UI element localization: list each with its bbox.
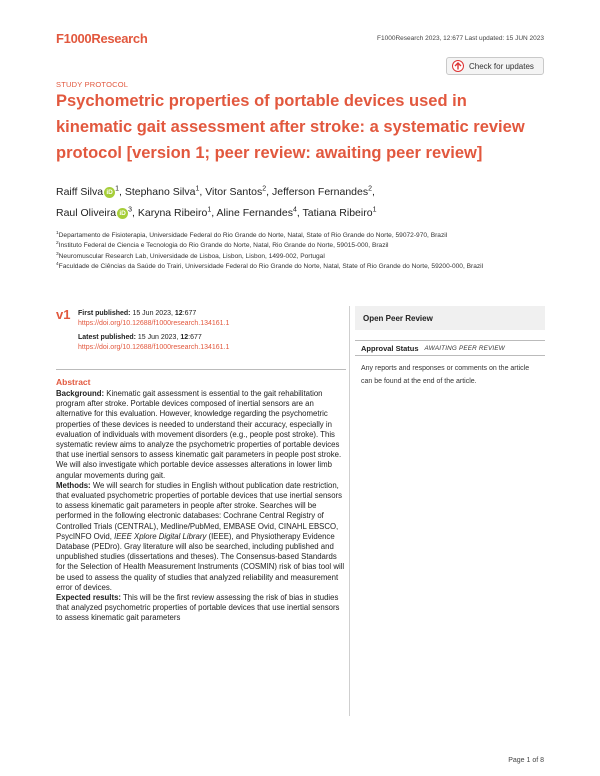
author-affiliation-number: 1	[115, 185, 119, 193]
open-peer-review-heading: Open Peer Review	[355, 306, 545, 330]
author-name[interactable]: Karyna Ribeiro	[137, 207, 208, 219]
affiliation-list	[56, 231, 556, 272]
author-entry	[56, 207, 138, 219]
author-name[interactable]: Raiff Silva	[56, 186, 104, 198]
first-published-ref: 12	[174, 310, 183, 317]
affiliation-text: Departamento de Fisioterapia, Universidade Federal do Rio Grande do Norte, Natal, State of Rio Grande do Norte, 59072-970, Brazil	[58, 232, 448, 239]
first-published-page: :677	[182, 310, 197, 317]
page-number: Page 1 of 8	[508, 757, 544, 764]
abstract-methods	[56, 481, 346, 593]
latest-published-page: :677	[188, 334, 202, 341]
author-affiliation-number: 4	[292, 206, 297, 214]
approval-status-value: AWAITING PEER REVIEW	[424, 344, 505, 352]
version-label: v1	[56, 307, 71, 322]
author-affiliation-number: 2	[368, 185, 373, 193]
author-separator: ,	[118, 186, 125, 198]
open-peer-review-panel	[355, 306, 545, 388]
results-label: Expected results:	[56, 593, 121, 603]
author-affiliation-number: 2	[262, 185, 267, 193]
author-name[interactable]: Raul Oliveira	[56, 207, 117, 219]
author-name[interactable]: Jefferson Fernandes	[271, 186, 369, 198]
methods-label: Methods:	[56, 480, 91, 490]
author-entry	[125, 186, 205, 198]
results-text: This will be the first review assessing the risk of bias in studies that analyzed psychometric properties of portable devices that use inertial sensors to assess kinematic gait parameters	[56, 593, 340, 623]
author-name[interactable]: Aline Fernandes	[216, 207, 293, 219]
author-separator: ,	[211, 207, 217, 219]
author-entry	[272, 186, 375, 198]
header-citation: F1000Research 2023, 12:677 Last updated: 15 JUN 2023	[377, 35, 544, 42]
affiliation-number: 1	[56, 230, 59, 236]
methods-text-a: We will search for studies in English without publication date restriction, that evaluated psychometric properties of portable devices that use inertial sensors to assess kinematic gait parameters in people after stroke. Searches will be performed in the following electronic databases: Cochrane Central Registry of Controlled Trials (CENTRAL), Medline/PubMed, EMBASE Ovid, CINAHL EBSCO, PsycINFO Ovid,	[56, 480, 343, 541]
affiliation-item	[56, 262, 556, 272]
latest-published-block	[78, 333, 229, 353]
latest-published-ref: 12	[180, 334, 189, 341]
affiliation-text: Faculdade de Ciências da Saúde do Trairi, Universidade Federal do Rio Grande do Norte, Natal, State of Rio Grande do Norte, 59200-000, Brazil	[58, 262, 484, 270]
column-divider	[349, 306, 350, 716]
abstract-body	[56, 389, 346, 624]
article-type: STUDY PROTOCOL	[56, 80, 129, 89]
latest-published-label: Latest published:	[78, 334, 136, 341]
author-entry	[56, 186, 125, 198]
affiliation-item	[56, 241, 556, 251]
approval-status-label: Approval Status	[361, 343, 419, 353]
affiliation-number: 4	[56, 261, 59, 267]
latest-published-date: 15 Jun 2023,	[137, 334, 181, 341]
check-updates-icon	[452, 60, 464, 72]
author-affiliation-number: 1	[207, 206, 212, 214]
author-list	[56, 182, 546, 224]
author-affiliation-number: 1	[372, 206, 377, 214]
first-published-block	[78, 309, 229, 329]
orcid-icon[interactable]: iD	[117, 208, 128, 219]
check-for-updates-button[interactable]	[446, 57, 544, 75]
affiliation-item	[56, 252, 556, 262]
background-label: Background:	[56, 389, 105, 398]
author-separator: ,	[296, 207, 303, 219]
author-entry	[205, 186, 272, 198]
affiliation-text: Neuromuscular Research Lab, Universidade de Lisboa, Lisbon, Lisbon, 1499-002, Portugal	[58, 252, 325, 260]
author-entry	[216, 207, 302, 219]
affiliation-item	[56, 231, 556, 241]
affiliation-number: 3	[56, 251, 59, 257]
author-separator: ,	[132, 207, 138, 219]
author-separator: ,	[372, 186, 375, 198]
first-published-label: First published:	[78, 310, 131, 317]
author-affiliation-number: 1	[195, 185, 200, 193]
author-name[interactable]: Tatiana Ribeiro	[302, 207, 373, 219]
author-name[interactable]: Vitor Santos	[205, 186, 263, 198]
author-affiliation-number: 3	[128, 206, 133, 214]
abstract-background	[56, 389, 346, 481]
affiliation-text: Instituto Federal de Ciencia e Tecnologia do Rio Grande do Norte, Natal, Rio Grande do Norte, 59015-000, Brazil	[58, 242, 389, 250]
latest-published-doi-link[interactable]: https://doi.org/10.12688/f1000research.134161.1	[78, 344, 230, 351]
methods-text-italic: IEEE Xplore Digital Library	[114, 531, 207, 541]
abstract-results	[56, 593, 346, 624]
approval-status-row	[355, 340, 545, 356]
author-name[interactable]: Stephano Silva	[124, 186, 196, 198]
article-title: Psychometric properties of portable devices used in kinematic gait assessment after stroke: a systematic review protocol [version 1; peer review: awaiting peer review]	[56, 92, 525, 162]
peer-review-note: Any reports and responses or comments on the article can be found at the end of the article.	[361, 365, 530, 385]
abstract-heading: Abstract	[56, 377, 91, 387]
background-text: Kinematic gait assessment is essential to the gait rehabilitation program after stroke. Portable devices composed of inertial sensors are an alternative for this evaluation. However, knowledge regarding the psychometric properties of these devices is needed to understand their accuracy, especially in evaluation of individuals with movement disorders (e.g., people post stroke). This systematic review aims to analyze the psychometric properties of portable devices that use inertial sensors to assess kinematic gait parameters in people post stroke. We will also investigate which portable device assesses alterations in lower limb angular movements during gait.	[56, 389, 342, 480]
f1000research-logo: F1000Research	[56, 31, 148, 46]
author-entry	[303, 207, 377, 219]
first-published-date: 15 Jun 2023,	[132, 310, 175, 317]
author-separator: ,	[199, 186, 206, 198]
author-separator: ,	[266, 186, 272, 198]
orcid-icon[interactable]: iD	[104, 187, 115, 198]
first-published-doi-link[interactable]: https://doi.org/10.12688/f1000research.134161.1	[78, 320, 230, 327]
abstract-divider	[56, 369, 346, 370]
author-entry	[138, 207, 217, 219]
check-updates-label: Check for updates	[469, 61, 534, 71]
methods-text-b: (IEEE), and Physiotherapy Evidence Database (PEDro). Gray literature will also be searched, including published and unpublished studies (dissertations and theses). The Consensus-based Standards for the Selection of Health Measurement Instruments (COSMIN) risk of bias tool will be used to assess the quality of studies that analyzed reliability and measurement error of devices.	[56, 531, 345, 592]
affiliation-number: 2	[56, 241, 59, 247]
